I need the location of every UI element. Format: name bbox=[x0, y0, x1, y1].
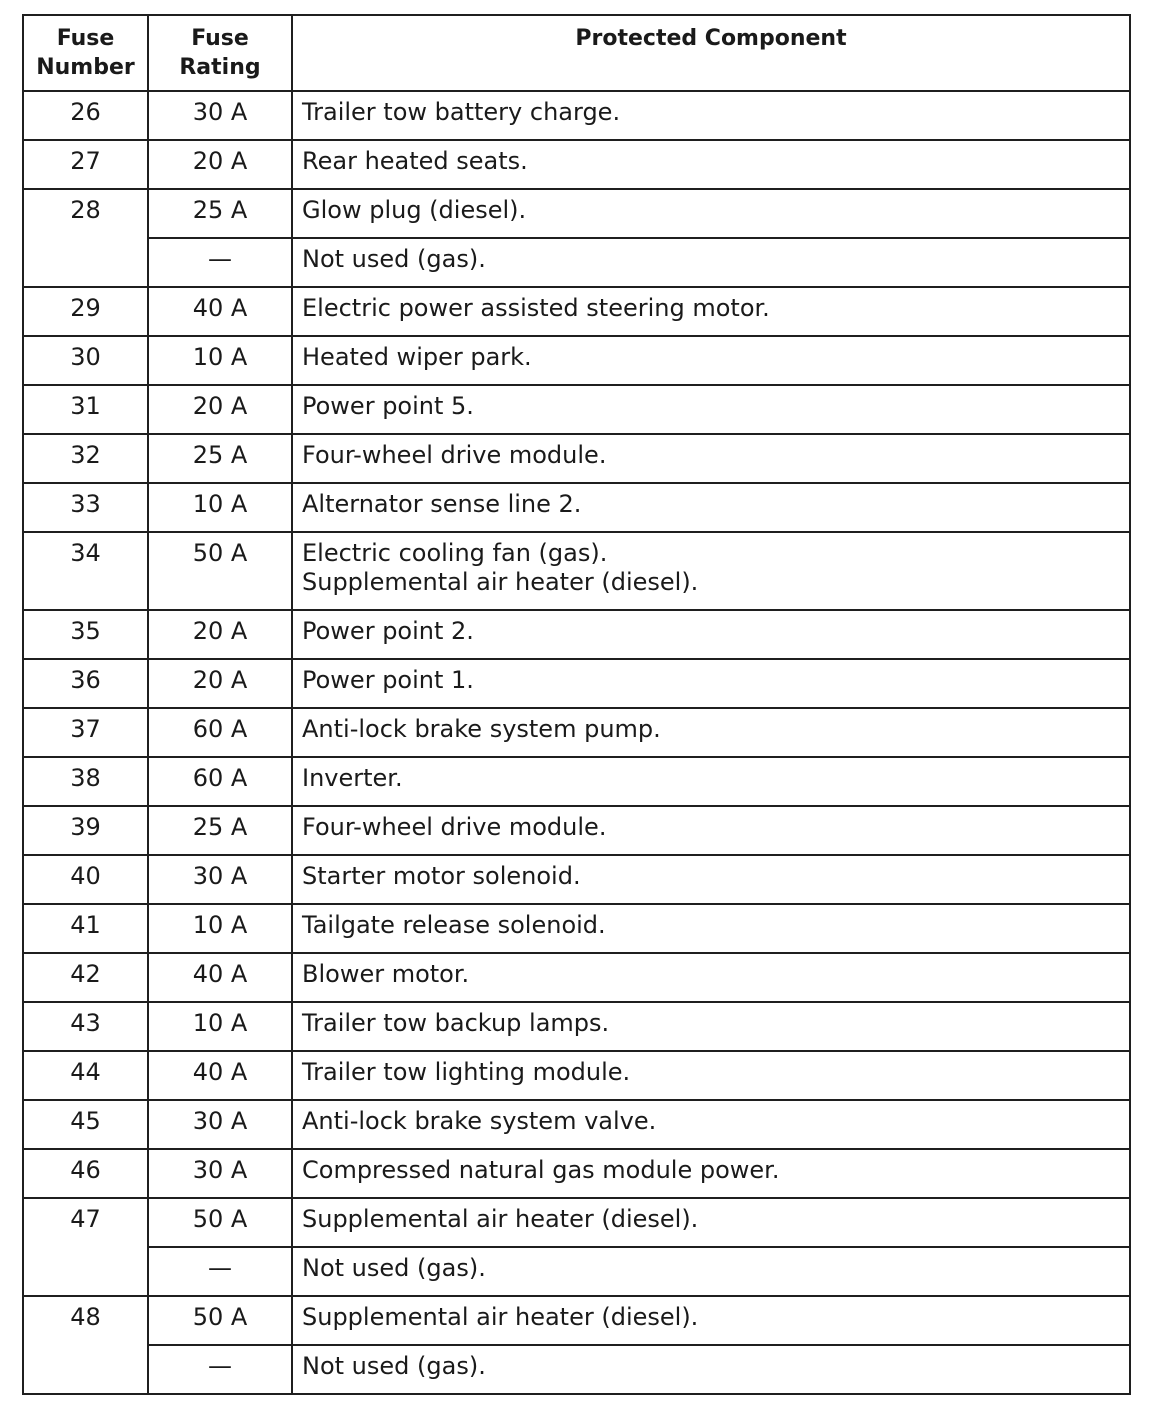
protected-component-cell bbox=[292, 287, 1130, 336]
protected-component-cell bbox=[292, 1296, 1130, 1345]
table-row bbox=[23, 1247, 1130, 1296]
fuse-rating-cell: 10 A bbox=[148, 1002, 292, 1051]
protected-component-cell bbox=[292, 1198, 1130, 1247]
component-text: Four-wheel drive module. bbox=[302, 813, 607, 841]
fuse-number-cell: 34 bbox=[23, 532, 148, 610]
fuse-number-cell: 30 bbox=[23, 336, 148, 385]
fuse-number-cell: 27 bbox=[23, 140, 148, 189]
protected-component-cell bbox=[292, 1002, 1130, 1051]
component-text: Supplemental air heater (diesel). bbox=[302, 568, 699, 596]
fuse-number-cell: 39 bbox=[23, 806, 148, 855]
table-row bbox=[23, 434, 1130, 483]
fuse-rating-cell: — bbox=[148, 238, 292, 287]
table-row bbox=[23, 1296, 1130, 1345]
fuse-rating-cell: 40 A bbox=[148, 287, 292, 336]
protected-component-cell bbox=[292, 610, 1130, 659]
table-row bbox=[23, 336, 1130, 385]
fuse-rating-cell: 20 A bbox=[148, 385, 292, 434]
protected-component-cell bbox=[292, 806, 1130, 855]
fuse-number-cell: 37 bbox=[23, 708, 148, 757]
fuse-rating-cell: 25 A bbox=[148, 434, 292, 483]
component-text: Alternator sense line 2. bbox=[302, 490, 582, 518]
table-row bbox=[23, 1198, 1130, 1247]
header-fuse-number-line1: Fuse bbox=[56, 26, 115, 51]
fuse-number-cell: 38 bbox=[23, 757, 148, 806]
component-text: Tailgate release solenoid. bbox=[302, 911, 606, 939]
fuse-rating-cell: 60 A bbox=[148, 708, 292, 757]
fuse-rating-cell: 30 A bbox=[148, 91, 292, 140]
fuse-rating-cell: 50 A bbox=[148, 1296, 292, 1345]
protected-component-cell bbox=[292, 238, 1130, 287]
table-row bbox=[23, 610, 1130, 659]
fuse-number-cell: 43 bbox=[23, 1002, 148, 1051]
component-text: Trailer tow lighting module. bbox=[302, 1058, 631, 1086]
fuse-rating-cell: 10 A bbox=[148, 483, 292, 532]
fuse-number-cell: 42 bbox=[23, 953, 148, 1002]
protected-component-cell bbox=[292, 1149, 1130, 1198]
component-text: Electric power assisted steering motor. bbox=[302, 294, 770, 322]
table-row bbox=[23, 140, 1130, 189]
fuse-rating-cell: 50 A bbox=[148, 532, 292, 610]
component-text: Not used (gas). bbox=[302, 1254, 486, 1282]
component-text: Supplemental air heater (diesel). bbox=[302, 1205, 699, 1233]
fuse-rating-cell: 20 A bbox=[148, 140, 292, 189]
table-row bbox=[23, 385, 1130, 434]
table-row bbox=[23, 238, 1130, 287]
fuse-rating-cell: 25 A bbox=[148, 806, 292, 855]
fuse-number-cell: 33 bbox=[23, 483, 148, 532]
table-row bbox=[23, 1345, 1130, 1394]
component-text: Glow plug (diesel). bbox=[302, 196, 527, 224]
header-protected-component: Protected Component bbox=[292, 15, 1130, 91]
table-row bbox=[23, 904, 1130, 953]
fuse-rating-cell: 10 A bbox=[148, 904, 292, 953]
fuse-rating-cell: 30 A bbox=[148, 855, 292, 904]
component-text: Not used (gas). bbox=[302, 245, 486, 273]
fuse-number-cell: 31 bbox=[23, 385, 148, 434]
table-row bbox=[23, 189, 1130, 238]
protected-component-cell bbox=[292, 483, 1130, 532]
component-text: Anti-lock brake system pump. bbox=[302, 715, 661, 743]
fuse-table bbox=[22, 14, 1131, 1395]
table-row bbox=[23, 1002, 1130, 1051]
protected-component-cell bbox=[292, 1051, 1130, 1100]
component-text: Supplemental air heater (diesel). bbox=[302, 1303, 699, 1331]
fuse-number-cell: 35 bbox=[23, 610, 148, 659]
fuse-rating-cell: 60 A bbox=[148, 757, 292, 806]
component-text: Power point 1. bbox=[302, 666, 474, 694]
table-row bbox=[23, 757, 1130, 806]
component-text: Compressed natural gas module power. bbox=[302, 1156, 780, 1184]
fuse-number-cell: 41 bbox=[23, 904, 148, 953]
fuse-rating-cell: — bbox=[148, 1247, 292, 1296]
protected-component-cell bbox=[292, 953, 1130, 1002]
table-row bbox=[23, 1051, 1130, 1100]
protected-component-cell bbox=[292, 904, 1130, 953]
fuse-number-cell: 45 bbox=[23, 1100, 148, 1149]
component-text: Power point 5. bbox=[302, 392, 474, 420]
table-row bbox=[23, 659, 1130, 708]
protected-component-cell bbox=[292, 91, 1130, 140]
fuse-rating-cell: 30 A bbox=[148, 1100, 292, 1149]
component-text: Rear heated seats. bbox=[302, 147, 528, 175]
component-text: Starter motor solenoid. bbox=[302, 862, 581, 890]
fuse-number-cell: 48 bbox=[23, 1296, 148, 1394]
component-text: Not used (gas). bbox=[302, 1352, 486, 1380]
component-text: Blower motor. bbox=[302, 960, 470, 988]
fuse-number-cell: 28 bbox=[23, 189, 148, 287]
header-fuse-rating bbox=[148, 15, 292, 91]
fuse-rating-cell: 20 A bbox=[148, 659, 292, 708]
protected-component-cell bbox=[292, 1247, 1130, 1296]
protected-component-cell bbox=[292, 855, 1130, 904]
header-row bbox=[23, 15, 1130, 91]
fuse-number-cell: 32 bbox=[23, 434, 148, 483]
protected-component-cell bbox=[292, 189, 1130, 238]
fuse-rating-cell: 10 A bbox=[148, 336, 292, 385]
table-row bbox=[23, 1149, 1130, 1198]
component-text: Heated wiper park. bbox=[302, 343, 532, 371]
header-fuse-rating-line2: Rating bbox=[179, 55, 261, 80]
fuse-table-body bbox=[23, 91, 1130, 1394]
component-text: Anti-lock brake system valve. bbox=[302, 1107, 657, 1135]
fuse-rating-cell: — bbox=[148, 1345, 292, 1394]
table-row bbox=[23, 91, 1130, 140]
protected-component-cell bbox=[292, 1100, 1130, 1149]
table-row bbox=[23, 855, 1130, 904]
fuse-rating-cell: 30 A bbox=[148, 1149, 292, 1198]
protected-component-cell bbox=[292, 659, 1130, 708]
header-fuse-number bbox=[23, 15, 148, 91]
fuse-number-cell: 36 bbox=[23, 659, 148, 708]
protected-component-cell bbox=[292, 140, 1130, 189]
header-fuse-number-line2: Number bbox=[36, 55, 135, 80]
fuse-rating-cell: 40 A bbox=[148, 953, 292, 1002]
table-row bbox=[23, 287, 1130, 336]
protected-component-cell bbox=[292, 1345, 1130, 1394]
fuse-rating-cell: 40 A bbox=[148, 1051, 292, 1100]
protected-component-cell bbox=[292, 757, 1130, 806]
table-row bbox=[23, 483, 1130, 532]
protected-component-cell bbox=[292, 532, 1130, 610]
header-fuse-rating-line1: Fuse bbox=[191, 26, 249, 51]
fuse-number-cell: 29 bbox=[23, 287, 148, 336]
table-row bbox=[23, 708, 1130, 757]
protected-component-cell bbox=[292, 708, 1130, 757]
fuse-number-cell: 40 bbox=[23, 855, 148, 904]
protected-component-cell bbox=[292, 385, 1130, 434]
fuse-number-cell: 26 bbox=[23, 91, 148, 140]
protected-component-cell bbox=[292, 434, 1130, 483]
table-row bbox=[23, 532, 1130, 610]
component-text: Electric cooling fan (gas). bbox=[302, 539, 608, 567]
fuse-rating-cell: 20 A bbox=[148, 610, 292, 659]
fuse-number-cell: 46 bbox=[23, 1149, 148, 1198]
table-row bbox=[23, 806, 1130, 855]
component-text: Trailer tow battery charge. bbox=[302, 98, 621, 126]
component-text: Inverter. bbox=[302, 764, 403, 792]
fuse-number-cell: 47 bbox=[23, 1198, 148, 1296]
component-text: Four-wheel drive module. bbox=[302, 441, 607, 469]
protected-component-cell bbox=[292, 336, 1130, 385]
fuse-number-cell: 44 bbox=[23, 1051, 148, 1100]
fuse-rating-cell: 50 A bbox=[148, 1198, 292, 1247]
component-text: Power point 2. bbox=[302, 617, 474, 645]
component-text: Trailer tow backup lamps. bbox=[302, 1009, 610, 1037]
fuse-rating-cell: 25 A bbox=[148, 189, 292, 238]
table-row bbox=[23, 953, 1130, 1002]
table-row bbox=[23, 1100, 1130, 1149]
